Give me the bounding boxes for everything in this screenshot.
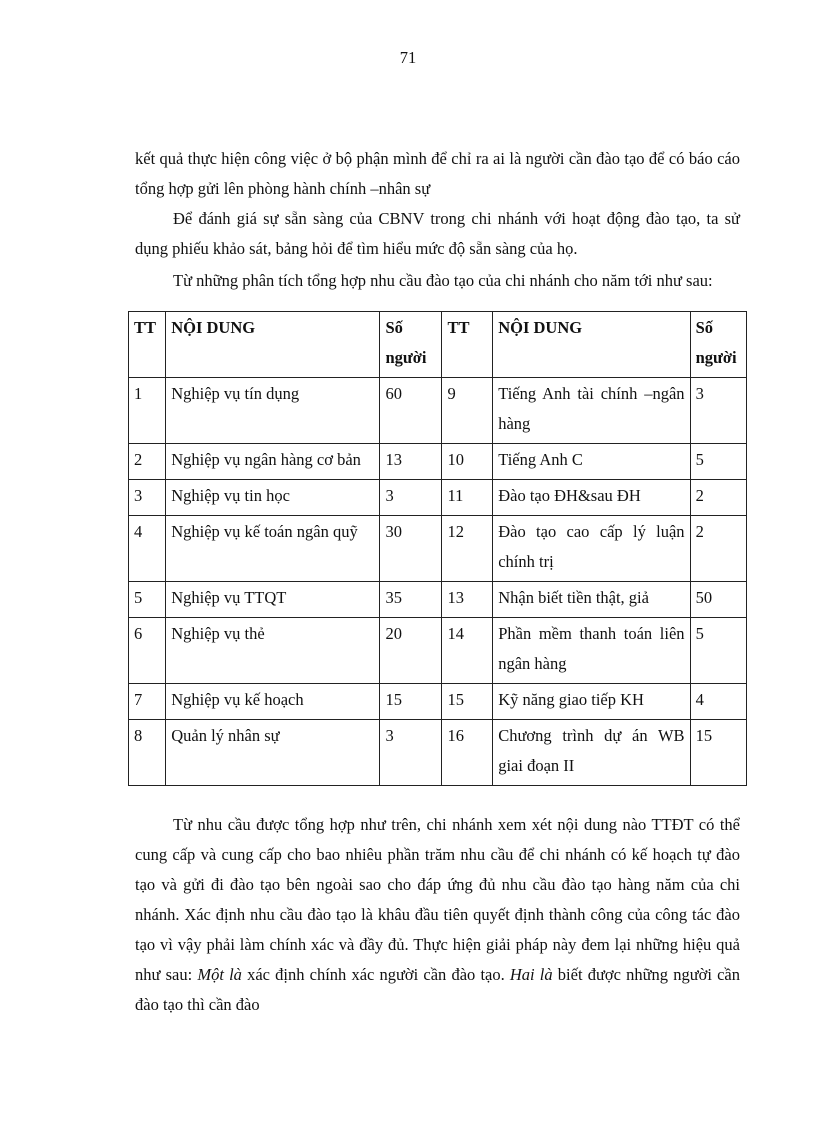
table-cell: 12: [442, 516, 493, 582]
table-cell: Tiếng Anh tài chính –ngân hàng: [493, 378, 690, 444]
training-needs-table: [128, 311, 747, 786]
table-cell: Phần mềm thanh toán liên ngân hàng: [493, 618, 690, 684]
table-cell: Nghiệp vụ thẻ: [166, 618, 380, 684]
table-cell: Nghiệp vụ tin học: [166, 480, 380, 516]
table-cell: 3: [690, 378, 746, 444]
table-cell: 13: [380, 444, 442, 480]
table-header-row: [129, 312, 747, 378]
table-cell: 4: [690, 684, 746, 720]
table-cell: 4: [129, 516, 166, 582]
table-cell: 14: [442, 618, 493, 684]
table-cell: Nghiệp vụ TTQT: [166, 582, 380, 618]
table-cell: Nghiệp vụ kế toán ngân quỹ: [166, 516, 380, 582]
paragraph-3: Từ những phân tích tổng hợp nhu cầu đào tạo của chi nhánh cho năm tới như sau:: [173, 270, 713, 290]
table-cell: 2: [129, 444, 166, 480]
table-cell: Nghiệp vụ ngân hàng cơ bản: [166, 444, 380, 480]
header-cell: TT: [129, 312, 166, 378]
paragraph-4-text-b: xác định chính xác người cần đào tạo.: [241, 964, 510, 984]
header-cell: NỘI DUNG: [493, 312, 690, 378]
table-cell: 50: [690, 582, 746, 618]
paragraph-1: kết quả thực hiện công việc ở bộ phận mình để chỉ ra ai là người cần đào tạo để có báo cáo tổng hợp gửi lên phòng hành chính –nhân sự: [135, 148, 740, 198]
table-row: [129, 378, 747, 444]
table-cell: Chương trình dự án WB giai đoạn II: [493, 720, 690, 786]
table-cell: 5: [690, 444, 746, 480]
header-cell: Số người: [380, 312, 442, 378]
table-cell: 9: [442, 378, 493, 444]
table-cell: 15: [690, 720, 746, 786]
table-row: [129, 444, 747, 480]
paragraph-4-emphasis-1: Một là: [197, 964, 242, 984]
paragraph-4-text-a: Từ nhu cầu được tổng hợp như trên, chi nhánh xem xét nội dung nào TTĐT có thể cung cấp và cung cấp cho bao nhiêu phần trăm nhu cầu để chi nhánh có kế hoạch tự đào tạo và gửi đi đào tạo bên ngoài sao cho đáp ứng đủ nhu cầu đào tạo hàng năm của chi nhánh. Xác định nhu cầu đào tạo là khâu đầu tiên quyết định thành công của công tác đào tạo vì vậy phải làm chính xác và đầy đủ. Thực hiện giải pháp này đem lại những hiệu quả như sau:: [135, 814, 740, 984]
table-cell: 20: [380, 618, 442, 684]
table-cell: 10: [442, 444, 493, 480]
table-cell: 11: [442, 480, 493, 516]
table-cell: 3: [129, 480, 166, 516]
table-cell: 30: [380, 516, 442, 582]
table-row: [129, 618, 747, 684]
table-cell: Nhận biết tiền thật, giả: [493, 582, 690, 618]
table-cell: 7: [129, 684, 166, 720]
table-row: [129, 684, 747, 720]
table-cell: Tiếng Anh C: [493, 444, 690, 480]
table-cell: 1: [129, 378, 166, 444]
table-cell: 6: [129, 618, 166, 684]
paragraph-4-emphasis-2: Hai là: [509, 964, 553, 984]
table-row: [129, 480, 747, 516]
table-cell: Nghiệp vụ kế hoạch: [166, 684, 380, 720]
table-cell: Nghiệp vụ tín dụng: [166, 378, 380, 444]
table-row: [129, 516, 747, 582]
header-cell: NỘI DUNG: [166, 312, 380, 378]
header-cell: TT: [442, 312, 493, 378]
table-cell: Đào tạo cao cấp lý luận chính trị: [493, 516, 690, 582]
table-cell: 15: [380, 684, 442, 720]
table-cell: 3: [380, 720, 442, 786]
table-row: [129, 720, 747, 786]
table-cell: 5: [690, 618, 746, 684]
header-cell: Số người: [690, 312, 746, 378]
table-cell: 15: [442, 684, 493, 720]
table-cell: 8: [129, 720, 166, 786]
paragraph-4-text-c: biết được những người cần đào tạo thì cần đào: [135, 964, 741, 1014]
table-cell: 13: [442, 582, 493, 618]
table-cell: 2: [690, 480, 746, 516]
table-cell: 35: [380, 582, 442, 618]
table-cell: Kỹ năng giao tiếp KH: [493, 684, 690, 720]
table-row: [129, 582, 747, 618]
table-cell: 5: [129, 582, 166, 618]
paragraph-4: [135, 810, 740, 1020]
page-number: 71: [399, 48, 417, 67]
table-cell: 60: [380, 378, 442, 444]
table-cell: Quản lý nhân sự: [166, 720, 380, 786]
table-cell: Đào tạo ĐH&sau ĐH: [493, 480, 690, 516]
paragraph-2: Để đánh giá sự sẵn sàng của CBNV trong chi nhánh với hoạt động đào tạo, ta sử dụng phiếu khảo sát, bảng hỏi để tìm hiểu mức độ sẵn sàng của họ.: [135, 208, 740, 258]
table-cell: 2: [690, 516, 746, 582]
table-cell: 3: [380, 480, 442, 516]
table-cell: 16: [442, 720, 493, 786]
